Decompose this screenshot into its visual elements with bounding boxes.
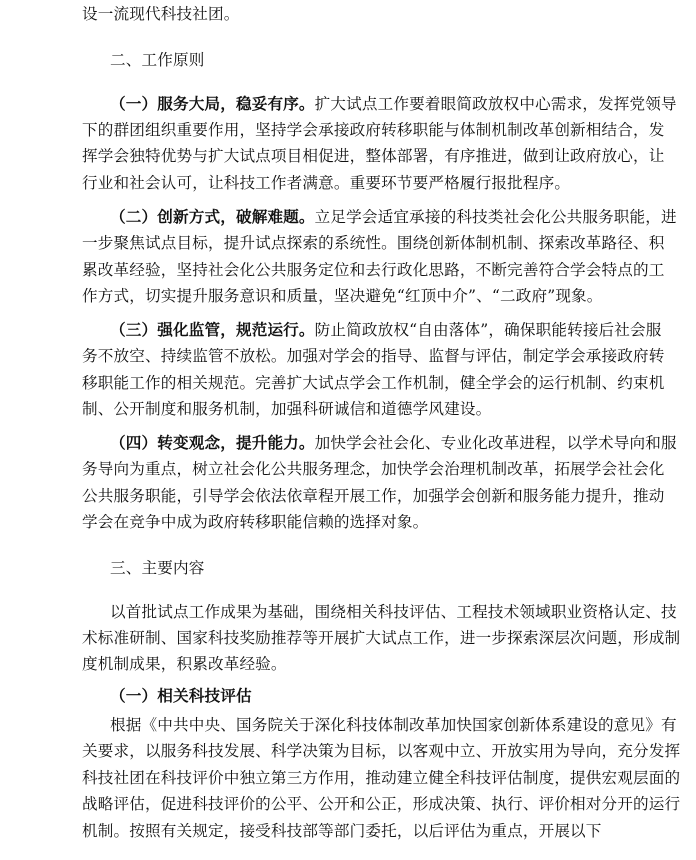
paragraph-line: 机制。按照有关规定，接受科技部等部门委托，以后评估为重点，开展以下 (82, 822, 602, 840)
top-fragment: 设一流现代科技社团。 (82, 5, 240, 23)
paragraph-line: 学会在竞争中成为政府转移职能信赖的选择对象。 (82, 513, 429, 531)
paragraph-lead: （四）转变观念，提升能力。 (110, 433, 315, 452)
paragraph-line: 度机制成果，积累改革经验。 (82, 655, 287, 673)
paragraph-lead: （一）服务大局，稳妥有序。 (110, 94, 315, 113)
paragraph-line: 战略评估，促进科技评价的公平、公开和公正，形成决策、执行、评价相对分开的运行 (82, 795, 681, 813)
paragraph-line: 移职能工作的相关规范。完善扩大试点学会工作机制，健全学会的运行机制、约束机 (82, 374, 665, 392)
paragraph-line: 以首批试点工作成果为基础，围绕相关科技评估、工程技术领域职业资格认定、技 (110, 603, 677, 621)
paragraph-line: 公共服务职能，引导学会依法依章程开展工作，加强学会创新和服务能力提升，推动 (82, 487, 665, 505)
paragraph-line: 制、公开制度和服务机制，加强科研诚信和道德学风建设。 (82, 400, 492, 418)
paragraph-line: 务导向为重点，树立社会化公共服务理念，加快学会治理机制改革，拓展学会社会化 (82, 460, 665, 478)
paragraph-line: 累改革经验，坚持社会化公共服务定位和去行政化思路，不断完善符合学会特点的工 (82, 261, 665, 279)
paragraph-line: 一步聚焦试点目标，提升试点探索的系统性。围绕创新体制机制、探索改革路径、积 (82, 234, 665, 252)
paragraph-line (110, 433, 677, 453)
paragraph-line: 挥学会独特优势与扩大试点项目相促进，整体部署，有序推进，做到让政府放心，让 (82, 147, 665, 165)
paragraph-line (110, 94, 677, 114)
paragraph-line: 关要求，以服务科技发展、科学决策为目标，以客观中立、开放实用为导向，充分发挥 (82, 742, 681, 760)
paragraph-text: 扩大试点工作要着眼简政放权中心需求，发挥党领导 (314, 95, 677, 113)
paragraph-line: 作方式，切实提升服务意识和质量，坚决避免“红顶中介”、“二政府”现象。 (82, 287, 603, 305)
paragraph-lead: （二）创新方式，破解难题。 (110, 207, 315, 226)
paragraph-text: 加快学会社会化、专业化改革进程，以学术导向和服 (314, 434, 677, 452)
paragraph-line: 科技社团在科技评价中独立第三方作用，推动建立健全科技评估制度，提供宏观层面的 (82, 769, 681, 787)
paragraph-line: 下的群团组织重要作用，坚持学会承接政府转移职能与体制机制改革创新相结合，发 (82, 121, 665, 139)
paragraph-text: 立足学会适宜承接的科技类社会化公共服务职能，进 (314, 208, 677, 226)
paragraph-text: 防止简政放权“自由落体”，确保职能转接后社会服 (314, 321, 662, 339)
section-heading-principles: 二、工作原则 (110, 51, 205, 69)
paragraph-line: 行业和社会认可，让科技工作者满意。重要环节要严格履行报批程序。 (82, 174, 571, 192)
paragraph-line (110, 320, 662, 340)
paragraph-line: 术标准研制、国家科技奖励推荐等开展扩大试点工作，进一步探索深层次问题，形成制 (82, 629, 681, 647)
paragraph-line: 务不放空、持续监管不放松。加强对学会的指导、监督与评估，制定学会承接政府转 (82, 347, 665, 365)
paragraph-line (110, 207, 677, 227)
paragraph-line: 根据《中共中央、国务院关于深化科技体制改革加快国家创新体系建设的意见》有 (110, 716, 677, 734)
section-heading-main-content: 三、主要内容 (110, 559, 205, 577)
paragraph-lead: （三）强化监管，规范运行。 (110, 320, 315, 339)
subsection-heading: （一）相关科技评估 (110, 686, 252, 705)
